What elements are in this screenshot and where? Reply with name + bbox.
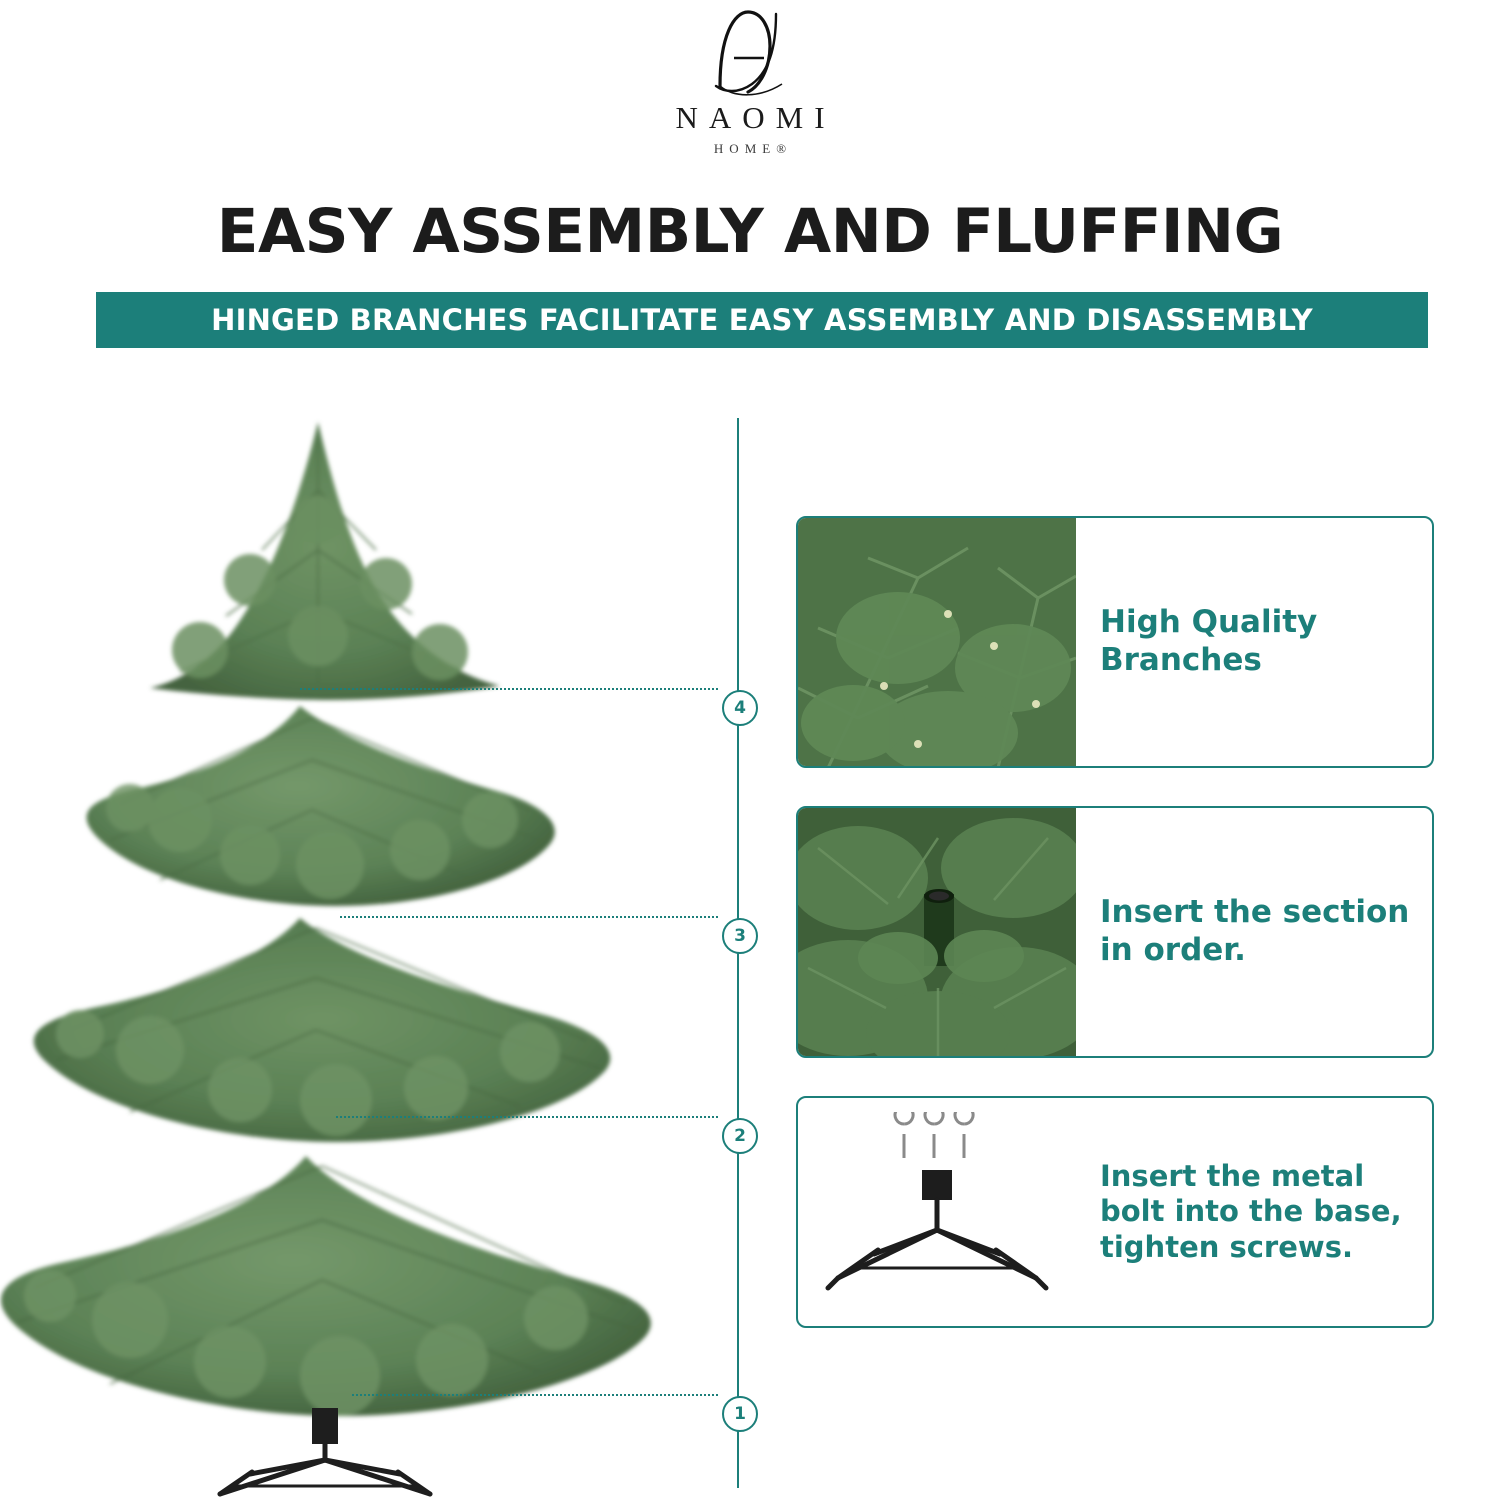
brand-sub: HOME® xyxy=(713,141,793,156)
feature-card-label: Insert the metal bolt into the base, tighten screws. xyxy=(1100,1158,1402,1264)
feature-card-high-quality-branches xyxy=(796,516,1434,768)
assembly-timeline xyxy=(718,418,758,1488)
feature-card-list xyxy=(796,516,1434,1328)
leader-line-4 xyxy=(300,688,718,690)
subtitle-text: HINGED BRANCHES FACILITATE EASY ASSEMBLY AND DISASSEMBLY xyxy=(211,303,1313,337)
stand-icon xyxy=(828,1170,1046,1288)
subtitle-bar xyxy=(96,292,1428,348)
page-title: EASY ASSEMBLY AND FLUFFING xyxy=(216,196,1284,267)
step-marker-3: 3 xyxy=(722,918,758,954)
step-marker-4: 4 xyxy=(722,690,758,726)
tree-section-4 xyxy=(150,422,500,700)
tree-section-2 xyxy=(34,918,611,1142)
naomi-monogram-icon xyxy=(690,6,810,98)
step-marker-2: 2 xyxy=(722,1118,758,1154)
leader-line-2 xyxy=(336,1116,718,1118)
leader-line-1 xyxy=(352,1394,718,1396)
exploded-tree-illustration xyxy=(0,400,740,1498)
branch-closeup-photo xyxy=(798,518,1076,766)
leader-line-3 xyxy=(340,916,718,918)
tree-sections-graphic xyxy=(0,400,740,1498)
pole-insert-photo xyxy=(798,808,1076,1056)
brand-name: NAOMI xyxy=(675,100,836,135)
feature-card-text xyxy=(1076,808,1432,1056)
feature-card-text xyxy=(1076,518,1432,766)
feature-card-insert-section xyxy=(796,806,1434,1058)
feature-card-label: Insert the section in order. xyxy=(1100,894,1410,968)
feature-card-text xyxy=(1076,1098,1432,1326)
step-marker-1: 1 xyxy=(722,1396,758,1432)
metal-stand-with-screws-illustration xyxy=(798,1098,1076,1326)
feature-card-label: High Quality Branches xyxy=(1100,604,1318,678)
tree-section-1 xyxy=(1,1156,651,1416)
feature-card-insert-metal-bolt xyxy=(796,1096,1434,1328)
tree-section-3 xyxy=(87,706,555,906)
brand-block xyxy=(0,6,1500,157)
screws-icon xyxy=(895,1112,973,1158)
tree-stand xyxy=(220,1408,430,1494)
